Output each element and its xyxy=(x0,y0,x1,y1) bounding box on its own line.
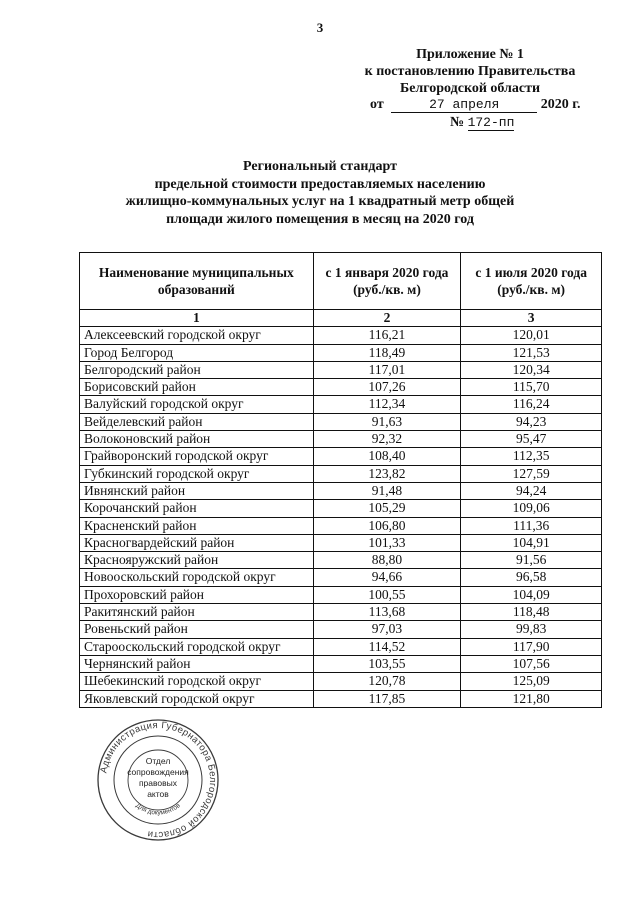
row-july-value: 95,47 xyxy=(461,431,602,448)
table-row xyxy=(80,517,602,534)
table-row xyxy=(80,604,602,621)
row-january-value: 114,52 xyxy=(313,638,461,655)
appendix-reference: к постановлению Правительства xyxy=(364,64,576,79)
row-july-value: 111,36 xyxy=(461,517,602,534)
document-title xyxy=(60,158,580,228)
header-municipality: Наименование муниципальных образований xyxy=(80,253,314,310)
row-name: Ракитянский район xyxy=(80,604,314,621)
table-row xyxy=(80,534,602,551)
number-handwritten: 172-пп xyxy=(467,115,515,130)
row-july-value: 118,48 xyxy=(461,604,602,621)
table-row xyxy=(80,413,602,430)
row-january-value: 88,80 xyxy=(313,552,461,569)
column-number-3: 3 xyxy=(461,310,602,327)
row-july-value: 91,56 xyxy=(461,552,602,569)
table-row xyxy=(80,431,602,448)
row-july-value: 127,59 xyxy=(461,465,602,482)
table-header-row xyxy=(80,253,602,310)
row-january-value: 101,33 xyxy=(313,534,461,551)
row-name: Чернянский район xyxy=(80,655,314,672)
column-number-1: 1 xyxy=(80,310,314,327)
row-name: Белгородский район xyxy=(80,361,314,378)
row-july-value: 121,80 xyxy=(461,690,602,707)
stamp-center-line-3: правовых xyxy=(138,778,178,788)
title-line-1: Региональный стандарт xyxy=(243,159,397,174)
page-number: 3 xyxy=(316,20,324,35)
table-row xyxy=(80,673,602,690)
row-january-value: 91,48 xyxy=(313,482,461,499)
date-handwritten: 27 апреля xyxy=(391,98,537,113)
table-row xyxy=(80,690,602,707)
title-line-2: предельной стоимости предоставляемых населению xyxy=(154,176,486,192)
table-row xyxy=(80,621,602,638)
row-january-value: 91,63 xyxy=(313,413,461,430)
row-july-value: 117,90 xyxy=(461,638,602,655)
row-july-value: 125,09 xyxy=(461,673,602,690)
appendix-block xyxy=(340,46,600,97)
row-name: Яковлевский городской округ xyxy=(80,690,314,707)
row-july-value: 94,23 xyxy=(461,413,602,430)
column-number-2: 2 xyxy=(313,310,461,327)
row-name: Город Белгород xyxy=(80,344,314,361)
row-july-value: 109,06 xyxy=(461,500,602,517)
stamp-center-line-2: сопровождения xyxy=(127,767,189,777)
row-name: Шебекинский городской округ xyxy=(80,673,314,690)
row-july-value: 104,91 xyxy=(461,534,602,551)
row-january-value: 100,55 xyxy=(313,586,461,603)
table-row xyxy=(80,379,602,396)
row-january-value: 108,40 xyxy=(313,448,461,465)
row-january-value: 105,29 xyxy=(313,500,461,517)
row-name: Ивнянский район xyxy=(80,482,314,499)
stamp-center-line-4: актов xyxy=(147,789,169,799)
date-prefix: от xyxy=(370,97,384,112)
stamp-center-line-1: Отдел xyxy=(145,756,171,766)
row-name: Красногвардейский район xyxy=(80,534,314,551)
appendix-title: Приложение № 1 xyxy=(416,47,524,62)
row-july-value: 96,58 xyxy=(461,569,602,586)
table-row xyxy=(80,361,602,378)
row-name: Корочанский район xyxy=(80,500,314,517)
row-january-value: 94,66 xyxy=(313,569,461,586)
row-july-value: 112,35 xyxy=(461,448,602,465)
rates-table xyxy=(79,252,602,708)
row-january-value: 120,78 xyxy=(313,673,461,690)
row-july-value: 115,70 xyxy=(461,379,602,396)
row-january-value: 117,01 xyxy=(313,361,461,378)
row-name: Ровеньский район xyxy=(80,621,314,638)
row-january-value: 106,80 xyxy=(313,517,461,534)
row-name: Старооскольский городской округ xyxy=(80,638,314,655)
row-january-value: 116,21 xyxy=(313,327,461,344)
table-row xyxy=(80,396,602,413)
row-july-value: 120,01 xyxy=(461,327,602,344)
row-name: Алексеевский городской округ xyxy=(80,327,314,344)
header-january: с 1 января 2020 года (руб./кв. м) xyxy=(313,253,461,310)
row-july-value: 104,09 xyxy=(461,586,602,603)
table-body xyxy=(80,327,602,708)
table-row xyxy=(80,655,602,672)
column-number-row xyxy=(80,310,602,327)
row-july-value: 107,56 xyxy=(461,655,602,672)
row-january-value: 107,26 xyxy=(313,379,461,396)
table-row xyxy=(80,586,602,603)
table-row xyxy=(80,465,602,482)
number-prefix: № xyxy=(450,115,465,130)
decree-date-line xyxy=(370,97,580,113)
date-year: 2020 г. xyxy=(540,97,581,112)
row-january-value: 123,82 xyxy=(313,465,461,482)
row-name: Вейделевский район xyxy=(80,413,314,430)
appendix-region: Белгородской области xyxy=(399,81,541,96)
stamp-ring-text: Администрация Губернатора Белгородской области xyxy=(98,719,219,841)
stamp-bottom-text: Для документов xyxy=(134,802,182,817)
row-name: Борисовский район xyxy=(80,379,314,396)
table-row xyxy=(80,638,602,655)
decree-number-line xyxy=(450,115,514,131)
title-line-4: площади жилого помещения в месяц на 2020 год xyxy=(166,211,474,227)
table-row xyxy=(80,448,602,465)
row-january-value: 92,32 xyxy=(313,431,461,448)
row-name: Новооскольский городской округ xyxy=(80,569,314,586)
official-stamp xyxy=(96,718,220,842)
title-line-3: жилищно-коммунальных услуг на 1 квадратный метр общей xyxy=(125,194,515,209)
table-row xyxy=(80,500,602,517)
table-row xyxy=(80,482,602,499)
row-july-value: 116,24 xyxy=(461,396,602,413)
row-name: Грайворонский городской округ xyxy=(80,448,314,465)
row-july-value: 121,53 xyxy=(461,344,602,361)
header-july: с 1 июля 2020 года (руб./кв. м) xyxy=(461,253,602,310)
row-july-value: 94,24 xyxy=(461,482,602,499)
row-january-value: 118,49 xyxy=(313,344,461,361)
row-january-value: 103,55 xyxy=(313,655,461,672)
row-july-value: 99,83 xyxy=(461,621,602,638)
row-january-value: 112,34 xyxy=(313,396,461,413)
row-july-value: 120,34 xyxy=(461,361,602,378)
row-january-value: 117,85 xyxy=(313,690,461,707)
row-january-value: 113,68 xyxy=(313,604,461,621)
row-name: Прохоровский район xyxy=(80,586,314,603)
table-row xyxy=(80,569,602,586)
row-name: Губкинский городской округ xyxy=(80,465,314,482)
row-name: Красненский район xyxy=(80,517,314,534)
table-row xyxy=(80,327,602,344)
table-row xyxy=(80,552,602,569)
row-name: Волоконовский район xyxy=(80,431,314,448)
row-january-value: 97,03 xyxy=(313,621,461,638)
table-row xyxy=(80,344,602,361)
row-name: Валуйский городской округ xyxy=(80,396,314,413)
row-name: Краснояружский район xyxy=(80,552,314,569)
